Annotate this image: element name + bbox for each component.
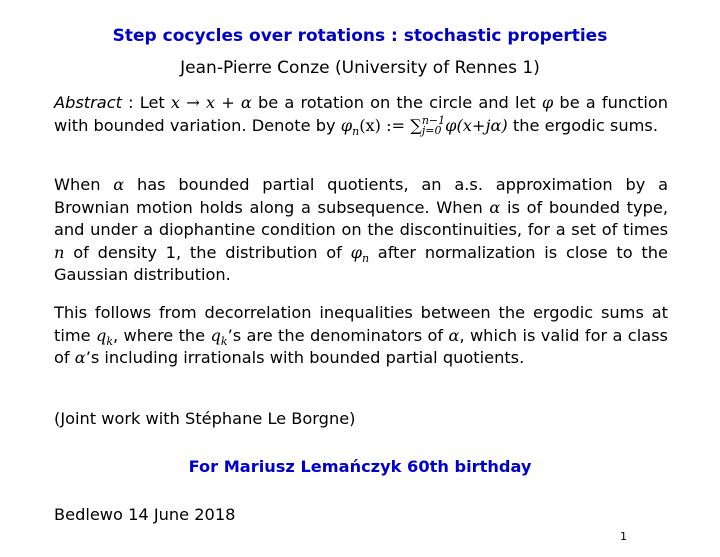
text: be a rotation on the circle and let	[251, 93, 542, 112]
sum-upper: n−1	[421, 114, 446, 128]
math: α	[113, 175, 125, 194]
math-subscript: n	[352, 124, 360, 138]
paragraph-3	[54, 302, 668, 370]
slide-title: Step cocycles over rotations : stochastic properties	[112, 26, 608, 46]
text: has bounded partial quotients, an a.s. approximation by a Brownian motion holds along a subsequence. When	[54, 175, 668, 217]
paragraph-2	[54, 174, 668, 287]
math: φ(x+jα)	[445, 115, 508, 135]
math: x → x + α	[170, 93, 252, 112]
joint-work-line: (Joint work with Stéphane Le Borgne)	[54, 409, 356, 428]
abstract-label: Abstract	[54, 93, 122, 112]
math-subscript: n	[361, 252, 370, 266]
math: n	[54, 242, 65, 262]
math: (x) := ∑	[359, 115, 422, 135]
math: α	[448, 325, 460, 345]
page-number: 1	[620, 530, 627, 543]
math: α	[489, 197, 501, 217]
text: after normalization is close to the Gaussian distribution.	[54, 242, 668, 285]
text: , where the	[112, 325, 211, 345]
abstract-paragraph	[54, 92, 668, 137]
place-date: Bedlewo 14 June 2018	[54, 505, 236, 524]
text: , which is valid for a class of	[54, 325, 668, 368]
text: When	[54, 175, 114, 194]
sum-limits	[422, 116, 445, 136]
math: φ	[340, 115, 353, 135]
math-subscript: k	[220, 334, 228, 348]
author-line: Jean-Pierre Conze (University of Rennes 1)	[180, 58, 540, 78]
math: q	[210, 325, 221, 345]
text: of density 1, the distribution of	[64, 242, 351, 262]
math: φ	[350, 242, 362, 262]
text: be a function with bounded variation. Denote by	[54, 93, 669, 135]
sum-lower: j=0	[421, 124, 442, 138]
text: This follows from decorrelation inequalities between the ergodic sums at time	[54, 303, 668, 345]
math: q	[95, 325, 107, 345]
text: ’s including irrationals with bounded partial quotients.	[85, 348, 525, 368]
text: ’s are the denominators of	[227, 325, 449, 345]
dedication: For Mariusz Lemańczyk 60th birthday	[188, 457, 532, 476]
math-subscript: k	[106, 334, 113, 348]
math: φ	[541, 93, 554, 112]
text: : Let	[121, 93, 171, 112]
text: the ergodic sums.	[507, 115, 658, 135]
text: is of bounded type, and under a diophantine condition on the discontinuities, for a set of times	[54, 197, 668, 240]
math: α	[74, 348, 86, 368]
